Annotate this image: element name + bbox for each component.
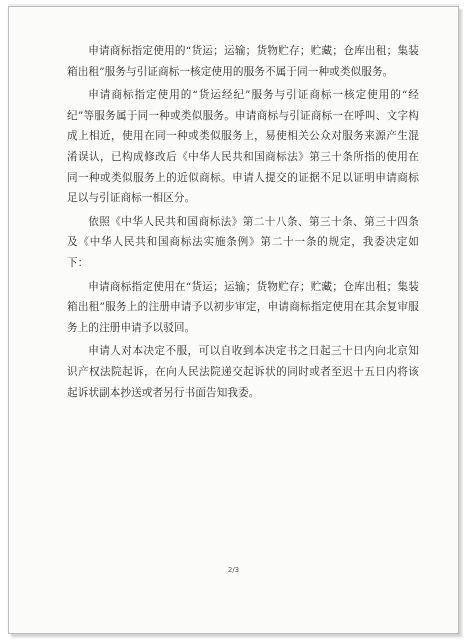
paragraph-2: 申请商标指定使用的“货运经纪”服务与引证商标一核定使用的“经纪”等服务属于同一种或类似服务。申请商标与引证商标一在呼叫、文字构成上相近，使用在同一种或类似服务上，易使相关公众对服务来源产生混淆误认，已构成修改后《中华人民共和国商标法》第三十条所指的使用在同一种或类似服务上的近似商标。申请人提交的证据不足以证明申请商标足以与引证商标一相区分。: [67, 89, 419, 205]
document-body: [67, 41, 419, 406]
paragraph-4: 申请商标指定使用在“货运；运输；货物贮存；贮藏；仓库出租；集装箱出租”服务上的注册申请予以初步审定，申请商标指定使用在其余复审服务上的注册申请予以驳回。: [67, 280, 419, 334]
document-page: [8, 6, 459, 634]
paragraph-3: 依照《中华人民共和国商标法》第二十八条、第三十条、第三十四条及《中华人民共和国商标法实施条例》第二十一条的规定，我委决定如下：: [67, 215, 419, 269]
paragraph-5: 申请人对本决定不服，可以自收到本决定书之日起三十日内向北京知识产权法院起诉，在向人民法院递交起诉状的同时或者至迟十五日内将该起诉状副本抄送或者另行书面告知我委。: [67, 345, 419, 399]
paragraph-1: 申请商标指定使用的“货运；运输；货物贮存；贮藏；仓库出租；集装箱出租”服务与引证商标一核定使用的服务不属于同一种或类似服务。: [67, 45, 419, 78]
page-number: 2/3: [227, 566, 240, 574]
